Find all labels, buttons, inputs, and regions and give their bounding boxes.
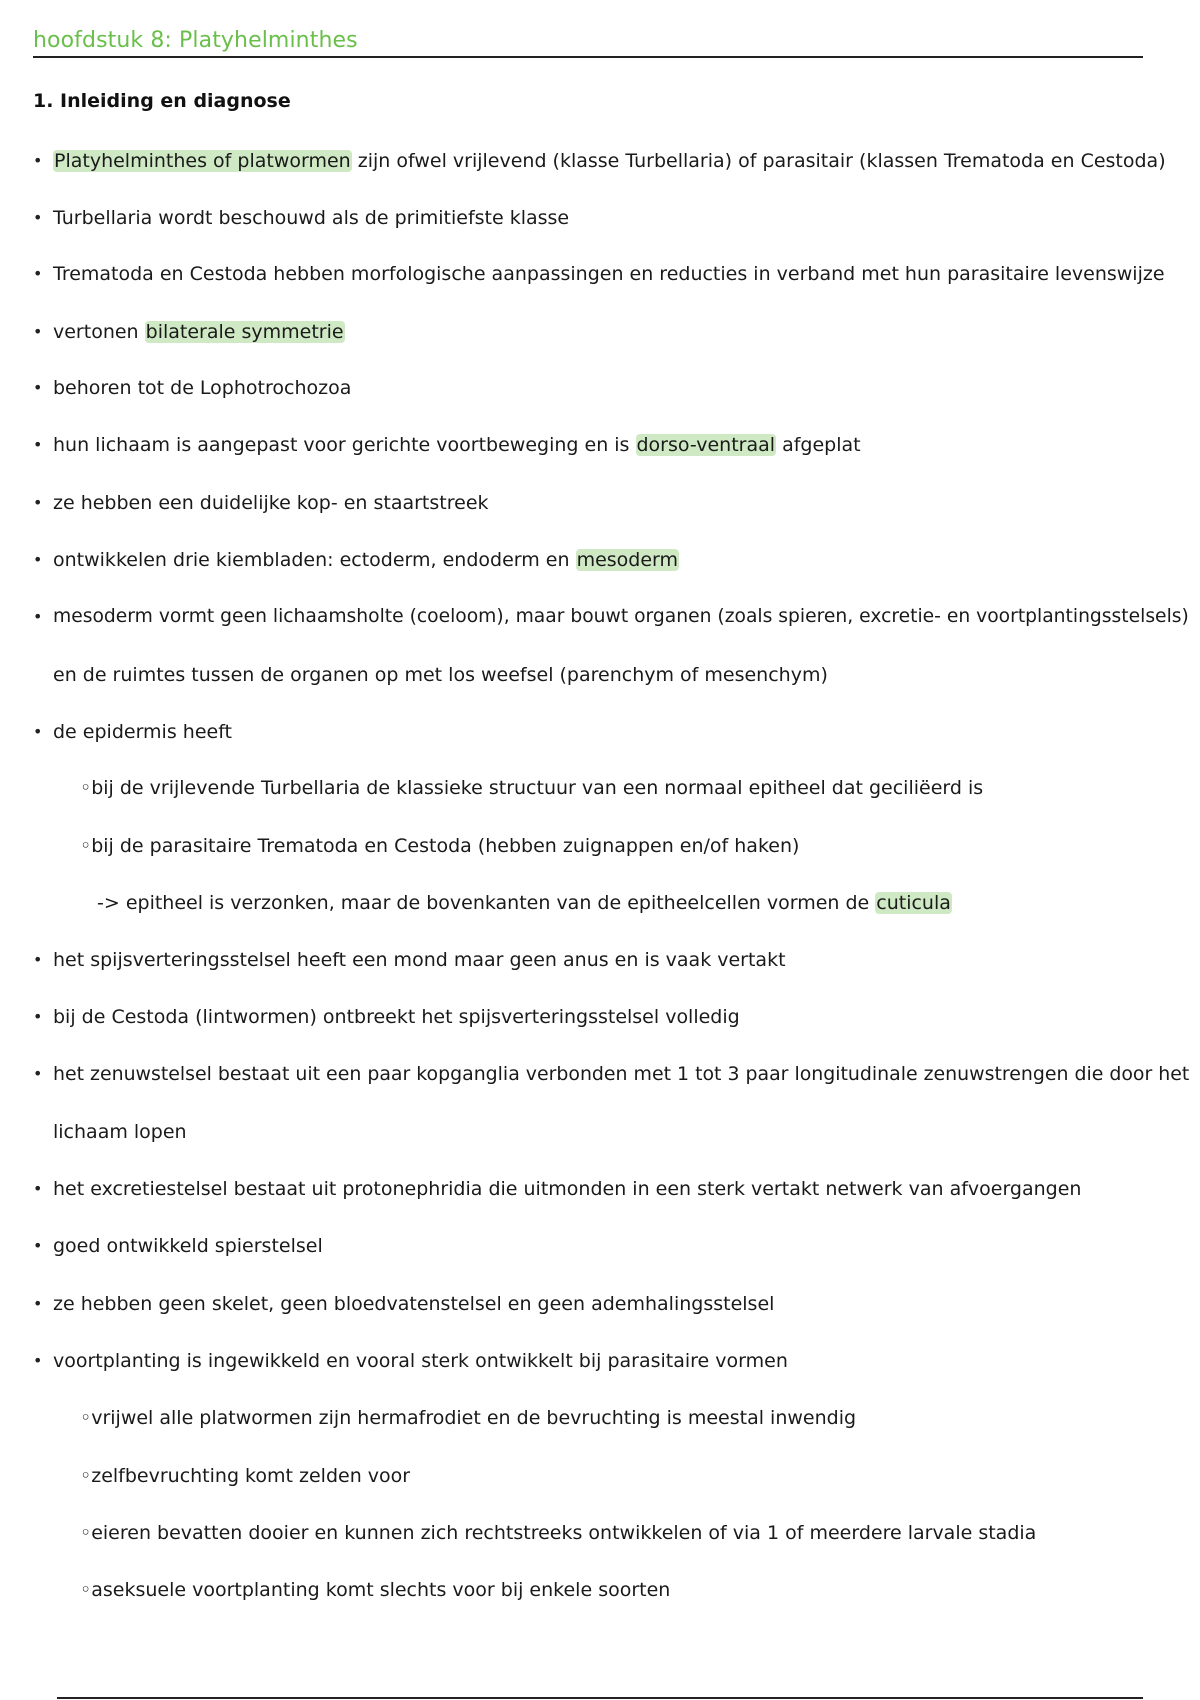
highlighted-term: dorso-ventraal bbox=[636, 434, 776, 456]
bullet-icon: • bbox=[33, 1236, 43, 1255]
bullet-icon: • bbox=[33, 950, 43, 969]
list-item bbox=[53, 548, 679, 572]
sub-list-item bbox=[80, 1464, 410, 1488]
list-item: bij de Cestoda (lintwormen) ontbreekt het spijsverteringsstelsel volledig bbox=[53, 1006, 740, 1028]
list-item: goed ontwikkeld spierstelsel bbox=[53, 1235, 323, 1257]
highlighted-term: cuticula bbox=[876, 892, 951, 914]
bullet-icon: • bbox=[33, 1294, 43, 1313]
bullet-icon: • bbox=[33, 151, 43, 170]
sub-list-item bbox=[80, 1521, 1036, 1545]
highlighted-term: mesoderm bbox=[576, 549, 679, 571]
sub-list-item bbox=[80, 1406, 856, 1430]
title-underline bbox=[33, 56, 1143, 58]
sub-bullet-icon: ◦ bbox=[80, 1407, 92, 1429]
bullet-icon: • bbox=[33, 1179, 43, 1198]
list-item-text: vertonen bbox=[53, 321, 145, 343]
sub-list-item bbox=[80, 834, 799, 858]
list-item: ze hebben een duidelijke kop- en staartstreek bbox=[53, 492, 489, 514]
bullet-icon: • bbox=[33, 1064, 43, 1083]
list-item bbox=[53, 320, 345, 344]
list-item-text: afgeplat bbox=[776, 434, 861, 456]
bullet-icon: • bbox=[33, 1351, 43, 1370]
sub-list-item-text: bij de vrijlevende Turbellaria de klassieke structuur van een normaal epitheel dat geciliëerd is bbox=[91, 777, 984, 799]
list-item bbox=[53, 149, 1166, 173]
sub-list-item-text: eieren bevatten dooier en kunnen zich rechtstreeks ontwikkelen of via 1 of meerdere larvale stadia bbox=[91, 1522, 1037, 1544]
sub-list-item bbox=[80, 776, 983, 800]
sub-bullet-icon: ◦ bbox=[80, 777, 92, 799]
list-item-text: hun lichaam is aangepast voor gerichte voortbeweging en is bbox=[53, 434, 636, 456]
bullet-icon: • bbox=[33, 264, 43, 283]
sub-list-item-text: aseksuele voortplanting komt slechts voor bij enkele soorten bbox=[91, 1579, 671, 1601]
list-item: Turbellaria wordt beschouwd als de primitiefste klasse bbox=[53, 207, 570, 229]
bullet-icon: • bbox=[33, 208, 43, 227]
chapter-title: hoofdstuk 8: Platyhelminthes bbox=[33, 28, 358, 53]
list-item: mesoderm vormt geen lichaamsholte (coeloom), maar bouwt organen (zoals spieren, excretie- en voortplantingsstelsels) bbox=[53, 606, 1189, 627]
sub-bullet-icon: ◦ bbox=[80, 1579, 92, 1601]
footer-divider bbox=[57, 1697, 1143, 1699]
bullet-icon: • bbox=[33, 550, 43, 569]
list-item: het excretiestelsel bestaat uit protonephridia die uitmonden in een sterk vertakt netwerk van afvoergangen bbox=[53, 1178, 1082, 1200]
list-item bbox=[53, 433, 861, 457]
list-item: behoren tot de Lophotrochozoa bbox=[53, 377, 352, 399]
sub-list-item-text: -> epitheel is verzonken, maar de bovenkanten van de epitheelcellen vormen de bbox=[97, 892, 876, 914]
highlighted-term: Platyhelminthes of platwormen bbox=[54, 150, 351, 172]
sub-list-item bbox=[80, 1578, 670, 1602]
bullet-icon: • bbox=[33, 1007, 43, 1026]
bullet-icon: • bbox=[33, 322, 43, 341]
list-item: Trematoda en Cestoda hebben morfologische aanpassingen en reducties in verband met hun parasitaire levenswijze bbox=[53, 263, 1165, 285]
list-item-text: ontwikkelen drie kiembladen: ectoderm, endoderm en bbox=[53, 549, 576, 571]
list-item-text: zijn ofwel vrijlevend (klasse Turbellaria) of parasitair (klassen Trematoda en Cestoda) bbox=[351, 150, 1166, 172]
list-item: ze hebben geen skelet, geen bloedvatenstelsel en geen ademhalingsstelsel bbox=[53, 1293, 775, 1315]
sub-list-item bbox=[97, 891, 952, 915]
list-item-continuation: en de ruimtes tussen de organen op met los weefsel (parenchym of mesenchym) bbox=[53, 664, 828, 686]
bullet-icon: • bbox=[33, 722, 43, 741]
section-heading: 1. Inleiding en diagnose bbox=[33, 90, 291, 112]
sub-bullet-icon: ◦ bbox=[80, 1522, 92, 1544]
list-item: de epidermis heeft bbox=[53, 721, 232, 743]
sub-list-item-text: bij de parasitaire Trematoda en Cestoda (hebben zuignappen en/of haken) bbox=[91, 835, 800, 857]
sub-list-item-text: vrijwel alle platwormen zijn hermafrodiet en de bevruchting is meestal inwendig bbox=[91, 1407, 857, 1429]
highlighted-term: bilaterale symmetrie bbox=[145, 321, 344, 343]
bullet-icon: • bbox=[33, 378, 43, 397]
list-item-continuation: lichaam lopen bbox=[53, 1121, 187, 1143]
sub-bullet-icon: ◦ bbox=[80, 835, 92, 857]
sub-list-item-text: zelfbevruchting komt zelden voor bbox=[91, 1465, 411, 1487]
bullet-icon: • bbox=[33, 435, 43, 454]
list-item: het spijsverteringsstelsel heeft een mond maar geen anus en is vaak vertakt bbox=[53, 949, 786, 971]
list-item: voortplanting is ingewikkeld en vooral sterk ontwikkelt bij parasitaire vormen bbox=[53, 1350, 788, 1372]
sub-bullet-icon: ◦ bbox=[80, 1465, 92, 1487]
list-item: het zenuwstelsel bestaat uit een paar kopganglia verbonden met 1 tot 3 paar longitudinale zenuwstrengen die door het bbox=[53, 1063, 1190, 1085]
bullet-icon: • bbox=[33, 493, 43, 512]
bullet-icon: • bbox=[33, 607, 43, 626]
